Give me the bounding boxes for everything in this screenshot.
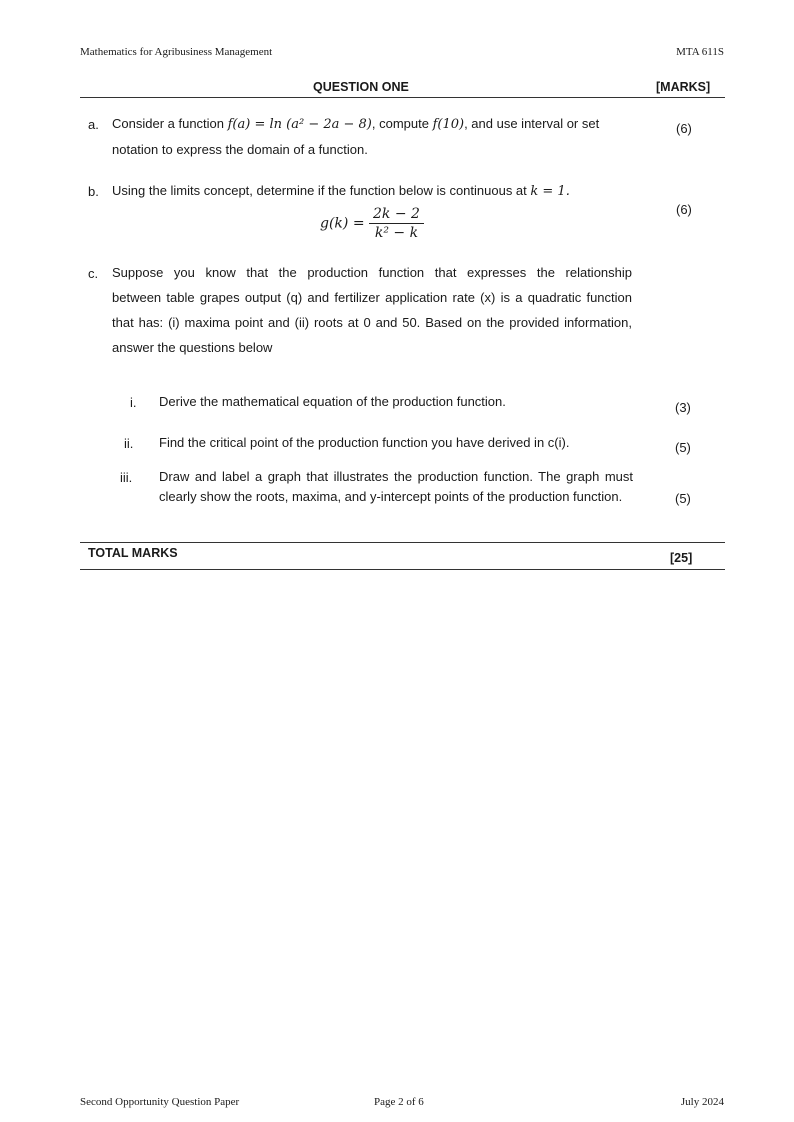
subpart-iii-label: iii. (120, 470, 133, 485)
part-a-marks: (6) (676, 121, 692, 136)
course-code: MTA 611S (676, 46, 724, 58)
part-c-line: answer the questions below (112, 340, 273, 355)
subpart-ii-marks: (5) (675, 440, 691, 455)
part-c-line: between table grapes output (q) and fertilizer application rate (x) is a quadratic function (112, 290, 632, 305)
total-marks: [25] (670, 551, 693, 565)
part-c-line: Suppose you know that the production function that expresses the relationship (112, 265, 632, 280)
part-c-label: c. (88, 266, 99, 281)
part-a-eval: f(10) (432, 117, 465, 132)
part-b-text (112, 178, 652, 204)
part-b-eq-lhs: g(k) = (320, 215, 365, 232)
subpart-i-label: i. (130, 395, 137, 410)
course-title: Mathematics for Agribusiness Management (80, 46, 273, 58)
total-top-rule (80, 542, 725, 543)
part-a-text-1: Consider a function (112, 116, 228, 131)
part-a-text-2: , compute (371, 116, 433, 131)
footer-date: July 2024 (680, 1096, 724, 1108)
subpart-i-marks: (3) (675, 400, 691, 415)
part-c-line: that has: (i) maxima point and (ii) roots at 0 and 50. Based on the provided information, (112, 315, 632, 330)
subpart-ii-text: Find the critical point of the production function you have derived in c(i). (159, 435, 570, 450)
part-a-text (112, 111, 642, 162)
part-b-text-1: Using the limits concept, determine if the function below is continuous at (112, 183, 531, 198)
subpart-iii-text: Draw and label a graph that illustrates the production function. The graph must clearly show the roots, maxima, and y-intercept points of the production function. (159, 469, 633, 504)
part-b-fraction (369, 206, 424, 241)
question-title: QUESTION ONE (313, 80, 409, 94)
footer-left: Second Opportunity Question Paper (80, 1096, 240, 1108)
part-a-function: f(a) = ln (a² − 2a − 8) (227, 117, 372, 132)
part-a-line-2: notation to express the domain of a function. (112, 142, 368, 157)
part-b-eq-denominator: k² − k (374, 225, 419, 241)
part-b-label: b. (88, 184, 99, 199)
subpart-i-text: Derive the mathematical equation of the production function. (159, 394, 506, 409)
footer-page: Page 2 of 6 (374, 1096, 424, 1108)
total-bottom-rule (80, 569, 725, 570)
part-a-text-3: , and use interval or set (464, 116, 600, 131)
part-b-equation (320, 206, 424, 241)
part-a-label: a. (88, 117, 99, 132)
part-c-text (112, 260, 632, 360)
subpart-iii-marks: (5) (675, 491, 691, 506)
part-b-point: k = 1. (530, 184, 570, 199)
part-b-marks: (6) (676, 202, 692, 217)
heading-rule (80, 97, 725, 98)
total-label: TOTAL MARKS (88, 546, 178, 560)
marks-heading: [MARKS] (656, 80, 711, 94)
subpart-ii-label: ii. (124, 436, 134, 451)
part-b-eq-numerator: 2k − 2 (369, 206, 424, 224)
